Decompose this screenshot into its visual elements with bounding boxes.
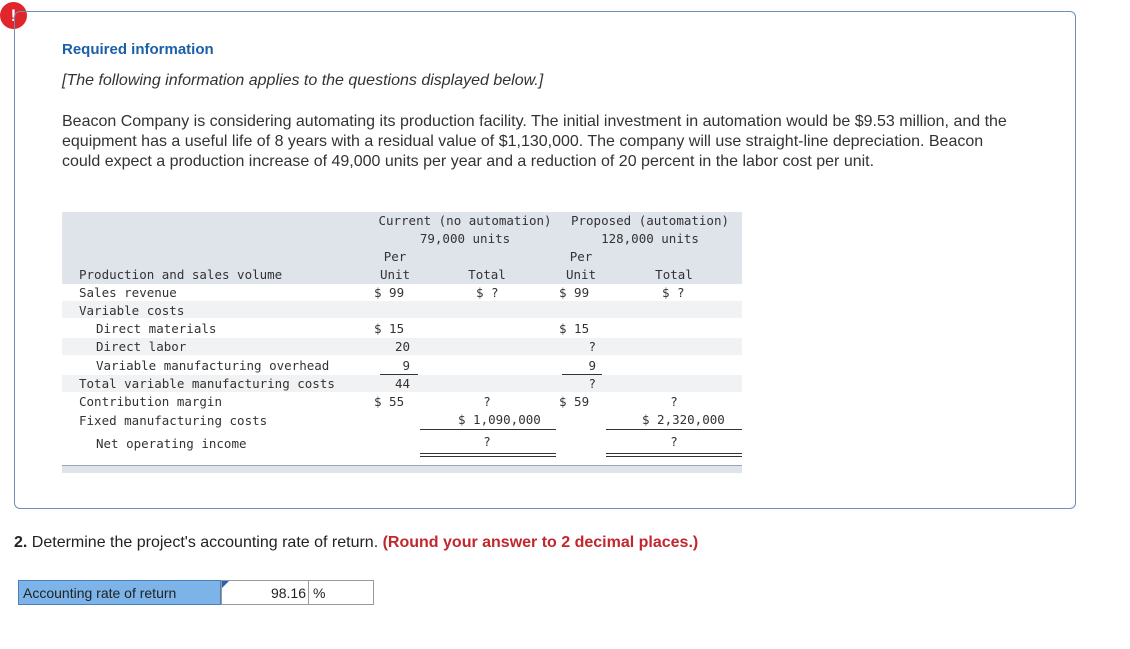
current-unit-cell: 20 [394, 339, 410, 354]
proposed-total-header: Total [655, 267, 693, 282]
row-label: Total variable manufacturing costs [79, 376, 335, 391]
proposed-unit-cell: $ 59 [559, 394, 590, 409]
current-header-units: 79,000 units [419, 231, 511, 246]
required-info-title: Required information [62, 41, 214, 58]
row-label: Production and sales volume [79, 267, 283, 282]
cost-table [62, 212, 742, 474]
current-unit-cell: 9 [402, 358, 410, 373]
proposed-per-header: Per [569, 249, 593, 264]
table-footer-bar [62, 465, 742, 473]
row-label: Net operating income [96, 436, 247, 451]
question-hint: (Round your answer to 2 decimal places.) [382, 534, 699, 551]
input-flag-icon [222, 581, 229, 588]
current-total-cell: $ 1,090,000 [458, 412, 541, 427]
proposed-unit-cell: ? [588, 339, 596, 354]
alert-icon: ! [0, 2, 27, 29]
row-label: Direct materials [96, 321, 217, 336]
current-unit-cell: 44 [394, 376, 410, 391]
subtotal-underline [380, 374, 418, 375]
percent-unit: % [309, 580, 374, 605]
total-underline [420, 429, 556, 430]
proposed-unit-cell: 9 [588, 358, 596, 373]
double-underline [606, 453, 742, 457]
current-unit-cell: $ 55 [374, 394, 405, 409]
current-unit-cell: $ 99 [374, 285, 405, 300]
current-header-title: Current (no automation) [378, 213, 552, 228]
proposed-unit-cell: $ 99 [559, 285, 590, 300]
row-label: Variable manufacturing overhead [96, 358, 330, 373]
proposed-total-cell: $ ? [662, 285, 685, 300]
proposed-total-cell: $ 2,320,000 [642, 412, 725, 427]
current-total-cell: ? [483, 394, 491, 409]
current-total-cell: ? [483, 434, 491, 449]
row-label: Direct labor [96, 339, 187, 354]
double-underline [420, 453, 556, 457]
current-unit-header: Unit [379, 267, 411, 282]
proposed-unit-header: Unit [565, 267, 597, 282]
proposed-total-cell: ? [670, 394, 678, 409]
subtotal-underline [562, 374, 602, 375]
row-label: Sales revenue [79, 285, 177, 300]
row-label: Fixed manufacturing costs [79, 413, 268, 428]
current-total-cell: $ ? [476, 285, 499, 300]
question-prompt [14, 534, 698, 552]
proposed-unit-cell: $ 15 [559, 321, 590, 336]
question-text: Determine the project's accounting rate of return. [31, 534, 379, 551]
proposed-header-title: Proposed (automation) [570, 213, 730, 228]
problem-description: Beacon Company is considering automating its production facility. The initial investment in automation would be $9.53 million, and the equipment has a useful life of 8 years with a residual value of $1,130,000. The company will use straight-line depreciation. Beacon could expect a production increase of 49,000 units per year and a reduction of 20 percent in the labor cost per unit. [62, 113, 1007, 170]
proposed-total-cell: ? [670, 434, 678, 449]
current-per-header: Per [383, 249, 407, 264]
required-info-note: [The following information applies to the questions displayed below.] [62, 72, 544, 89]
total-underline [606, 429, 742, 430]
row-label: Contribution margin [79, 394, 222, 409]
question-number: 2. [14, 534, 28, 551]
current-total-header: Total [468, 267, 506, 282]
answer-label: Accounting rate of return [18, 580, 221, 605]
accounting-rate-input[interactable] [221, 580, 309, 605]
row-label: Variable costs [79, 303, 185, 318]
proposed-unit-cell: ? [588, 376, 596, 391]
proposed-header-units: 128,000 units [601, 231, 699, 246]
current-unit-cell: $ 15 [374, 321, 405, 336]
accounting-rate-value: 98.16 [270, 585, 306, 601]
